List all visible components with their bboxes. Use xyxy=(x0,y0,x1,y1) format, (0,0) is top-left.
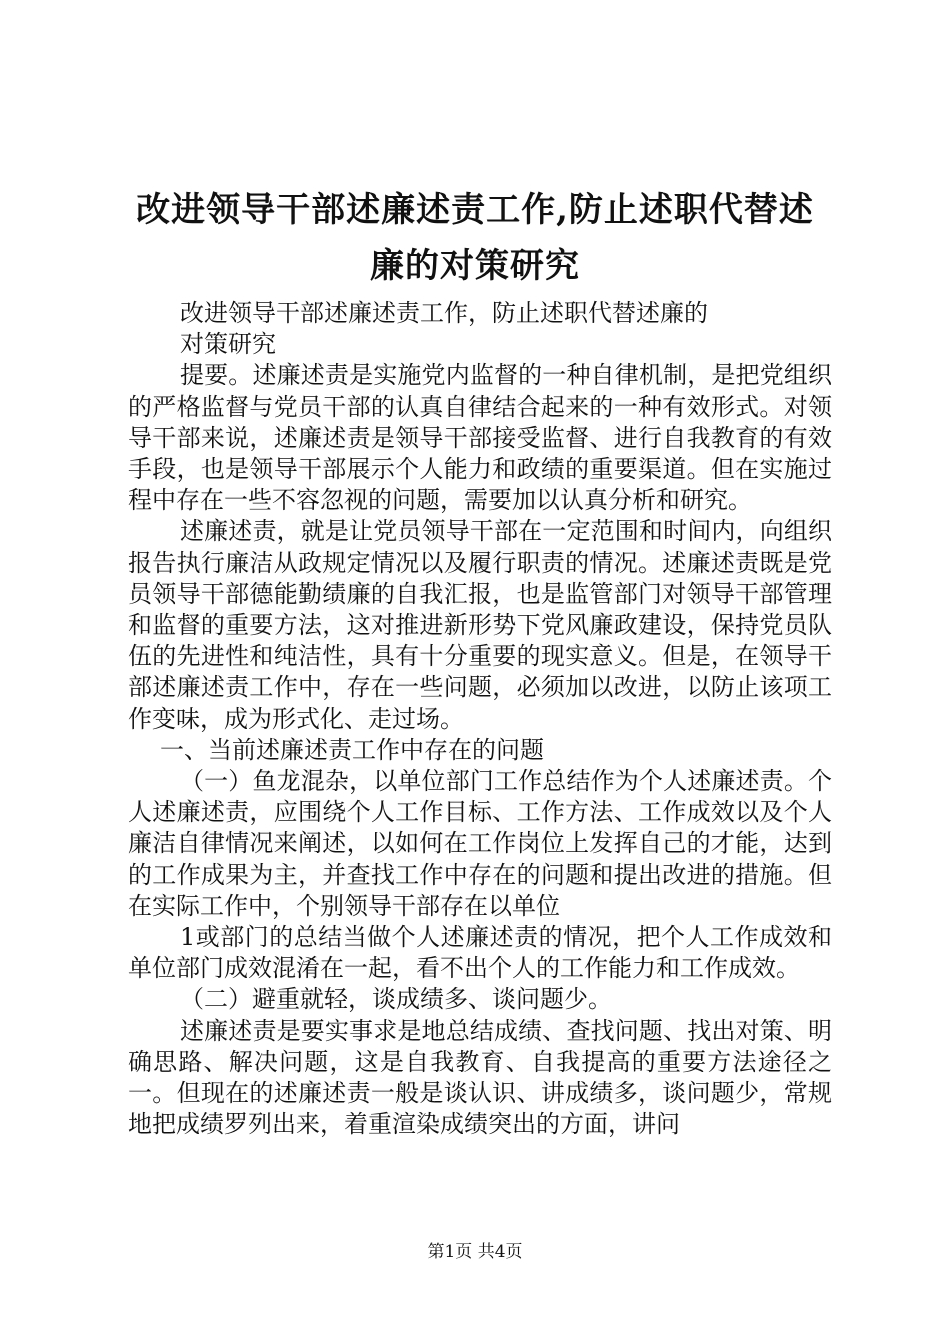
subtitle-line-2: 对策研究 xyxy=(180,330,276,359)
document-title-line-2: 廉的对策研究 xyxy=(370,246,580,286)
paragraph-issue-1: （一）鱼龙混杂，以单位部门工作总结作为个人述廉述责。个人述廉述责，应围绕个人工作目标、工作方法、工作成效以及个人廉洁自律情况来阐述，以如何在工作岗位上发挥自己的才能，达到的工作成果为主，并查找工作中存在的问题和提出改进的措施。但在实际工作中，个别领导干部存在以单位 xyxy=(128,767,832,920)
paragraph-issue-1-continued: 1或部门的总结当做个人述廉述责的情况，把个人工作成效和单位部门成效混淆在一起，看不出个人的工作能力和工作成效。 xyxy=(128,923,832,983)
paragraph-definition: 述廉述责，就是让党员领导干部在一定范围和时间内，向组织报告执行廉洁从政规定情况以及履行职责的情况。述廉述责既是党员领导干部德能勤绩廉的自我汇报，也是监管部门对领导干部管理和监督的重要方法，这对推进新形势下党风廉政建设，保持党员队伍的先进性和纯洁性，具有十分重要的现实意义。但是，在领导干部述廉述责工作中，存在一些问题，必须加以改进，以防止该项工作变味，成为形式化、走过场。 xyxy=(128,517,832,733)
page-number-footer: 第1页 共4页 xyxy=(427,1242,523,1262)
document-title-line-1: 改进领导干部述廉述责工作,防止述职代替述 xyxy=(136,190,814,230)
section-heading-1: 一、当前述廉述责工作中存在的问题 xyxy=(160,735,544,764)
subtitle-line-1: 改进领导干部述廉述责工作，防止述职代替述廉的 xyxy=(180,299,708,327)
paragraph-issue-2: 述廉述责是要实事求是地总结成绩、查找问题、找出对策、明确思路、解决问题，这是自我教育、自我提高的重要方法途径之一。但现在的述廉述责一般是谈认识、讲成绩多，谈问题少，常规地把成绩罗列出来，着重渲染成绩突出的方面，讲问 xyxy=(128,1016,832,1139)
subheading-issue-2: （二）避重就轻，谈成绩多、谈问题少。 xyxy=(180,985,612,1014)
document-body xyxy=(128,298,832,1140)
paragraph-abstract: 提要。述廉述责是实施党内监督的一种自律机制，是把党组织的严格监督与党员干部的认真自律结合起来的一种有效形式。对领导干部来说，述廉述责是领导干部接受监督、进行自我教育的有效手段，也是领导干部展示个人能力和政绩的重要渠道。但在实施过程中存在一些不容忽视的问题，需要加以认真分析和研究。 xyxy=(128,361,832,515)
